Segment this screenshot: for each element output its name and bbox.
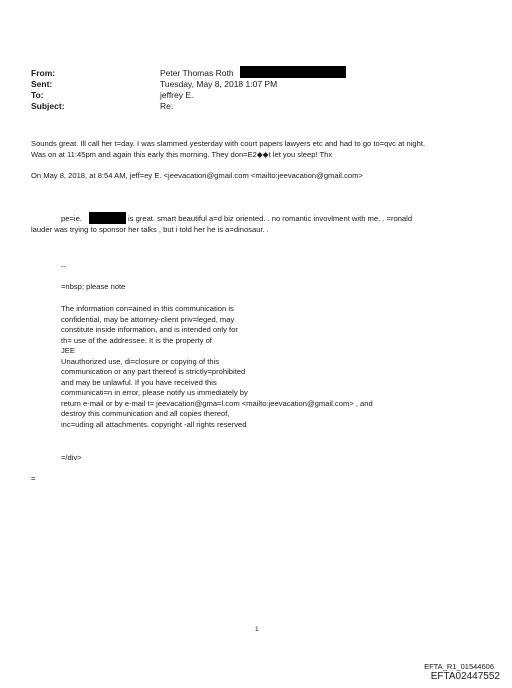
body-line-1: Sounds great. Ill call her t=day. I was slammed yesterday with court papers lawyers etc and had to go to=qvc at night.: [31, 139, 426, 148]
nbsp-line: =nbsp; please note: [61, 282, 126, 291]
reply-line-2: lauder was trying to sponsor her talks , but i told her he is a=dinosaur. .: [31, 225, 269, 234]
equals-sign: =: [31, 474, 36, 483]
footer-code-2: EFTA02447552: [430, 671, 500, 682]
footer-code-1: EFTA_R1_01544606: [424, 662, 494, 671]
disclaimer-line: th= use of the addressee. It is the property of: [61, 335, 212, 345]
body-line-2: Was on at 11:45pm and again this early this morning. They don=E2◆◆t let you sleep! Thx: [31, 150, 333, 159]
disclaimer-line: return e-mail or by e-mail t= jeevacation@gma=l.com <mailto:jeevacation@gmail.com> , and: [61, 398, 373, 408]
dashes: --: [61, 262, 67, 271]
disclaimer-line: communicati=n in error, please notify us immediately by: [61, 388, 248, 397]
redaction-bar: [89, 212, 126, 224]
disclaimer-line: destroy this communication and all copies thereof,: [61, 409, 230, 418]
sent-label: Sent:: [31, 79, 53, 89]
disclaimer-line: inc=uding all attachments. copyright -all rights reserved: [61, 419, 247, 429]
disclaimer-line: and may be unlawful. If you have received this: [61, 377, 217, 387]
disclaimer-block: [61, 304, 373, 430]
disclaimer-line: communication or any part thereof is strictly=prohibited: [61, 367, 246, 376]
disclaimer-line: Unauthorized use, di=closure or copying of this: [61, 356, 220, 366]
to-value: jeffrey E.: [160, 90, 194, 100]
disclaimer-line: JEE: [61, 346, 75, 355]
to-label: To:: [31, 90, 44, 100]
subject-value: Re:: [160, 101, 174, 111]
disclaimer-line: constitute inside information, and is intended only for: [61, 325, 238, 334]
from-label: From:: [31, 68, 56, 78]
from-value: Peter Thomas Roth: [160, 68, 234, 78]
div-close: =/div>: [61, 453, 82, 462]
page-number: 1: [255, 626, 259, 633]
sent-value: Tuesday, May 8, 2018 1:07 PM: [160, 79, 278, 89]
quote-header: On May 8, 2018, at 8:54 AM, jeff=ey E. <jeevacation@gmail.com <mailto:jeevacation@gmail.com>: [31, 171, 363, 180]
disclaimer-line: The information con=ained in this communication is: [61, 304, 234, 313]
reply-line-1: is great. smart beautiful a=d biz oriented. . no romantic invovlment with me. . =ronald: [128, 214, 413, 223]
reply-prefix: pe=ie.: [61, 214, 82, 223]
redaction-bar: [240, 66, 346, 78]
subject-label: Subject:: [31, 101, 65, 111]
disclaimer-line: confidential, may be attorney-client priv=leged, may: [61, 314, 235, 324]
